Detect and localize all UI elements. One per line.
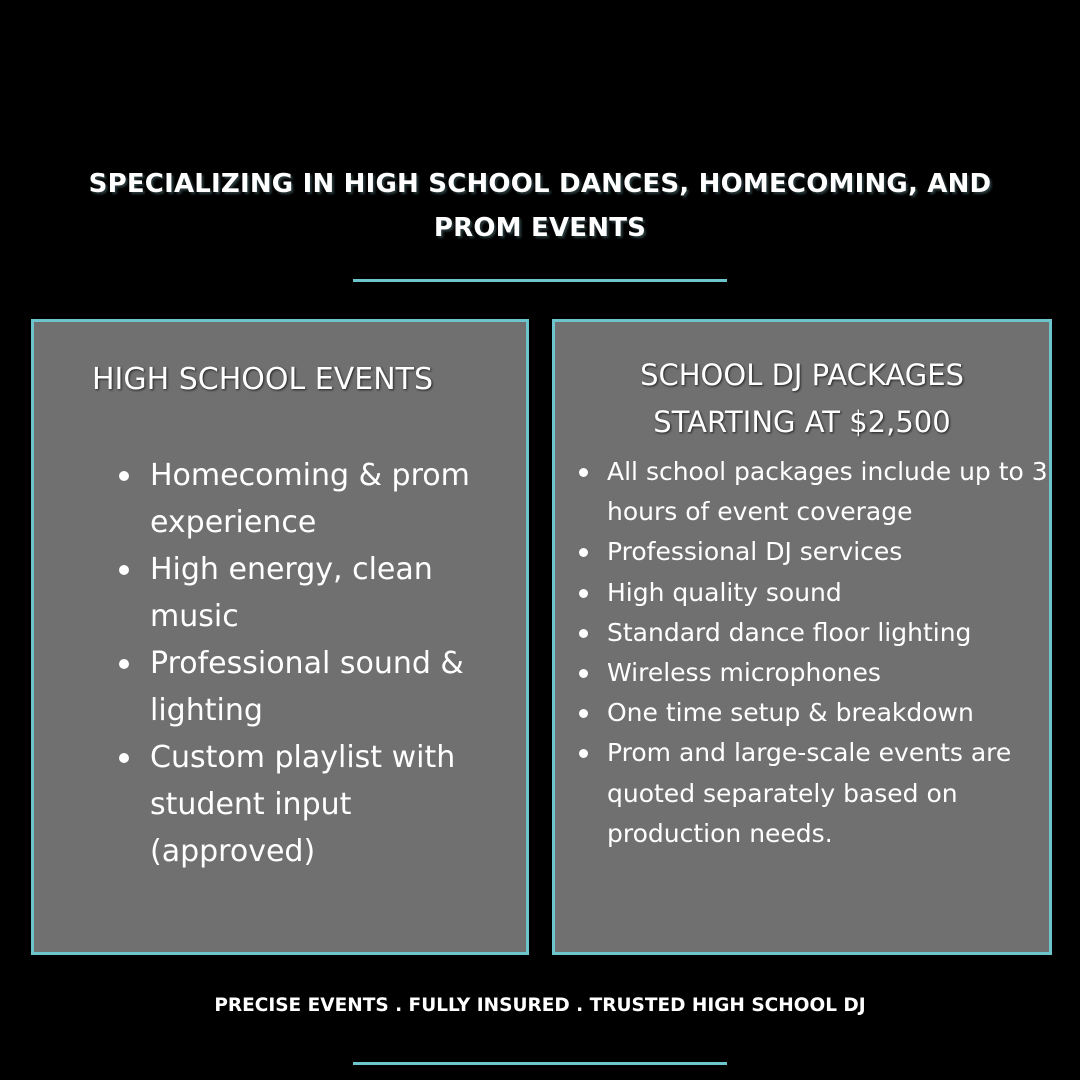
list-item: Prom and large-scale events are quoted separately based on production needs. [579, 733, 1049, 854]
list-item: High energy, clean music [117, 546, 517, 640]
title-line-2: PROM EVENTS [433, 213, 647, 243]
high-school-events-card [31, 319, 529, 955]
list-item: Custom playlist with student input (approved) [117, 734, 517, 875]
top-divider [353, 279, 727, 282]
heading-line-2: STARTING AT $2,500 [653, 405, 951, 439]
list-item: High quality sound [579, 573, 1049, 613]
footer-tagline: PRECISE EVENTS . FULLY INSURED . TRUSTED HIGH SCHOOL DJ [214, 995, 866, 1016]
list-item: Professional sound & lighting [117, 640, 517, 734]
feature-list [117, 452, 517, 875]
card-heading [555, 352, 1049, 446]
list-item: Standard dance floor lighting [579, 613, 1049, 653]
card-heading: HIGH SCHOOL EVENTS [92, 362, 434, 397]
list-item: Professional DJ services [579, 532, 1049, 572]
list-item: Homecoming & prom experience [117, 452, 517, 546]
list-item: Wireless microphones [579, 653, 1049, 693]
heading-line-1: SCHOOL DJ PACKAGES [640, 358, 964, 392]
package-list [579, 452, 1049, 854]
dj-packages-card [552, 319, 1052, 955]
page-title [0, 162, 1080, 250]
title-line-1: SPECIALIZING IN HIGH SCHOOL DANCES, HOMECOMING, AND [88, 169, 992, 199]
bottom-divider [353, 1062, 727, 1065]
list-item: One time setup & breakdown [579, 693, 1049, 733]
list-item: All school packages include up to 3 hours of event coverage [579, 452, 1049, 532]
